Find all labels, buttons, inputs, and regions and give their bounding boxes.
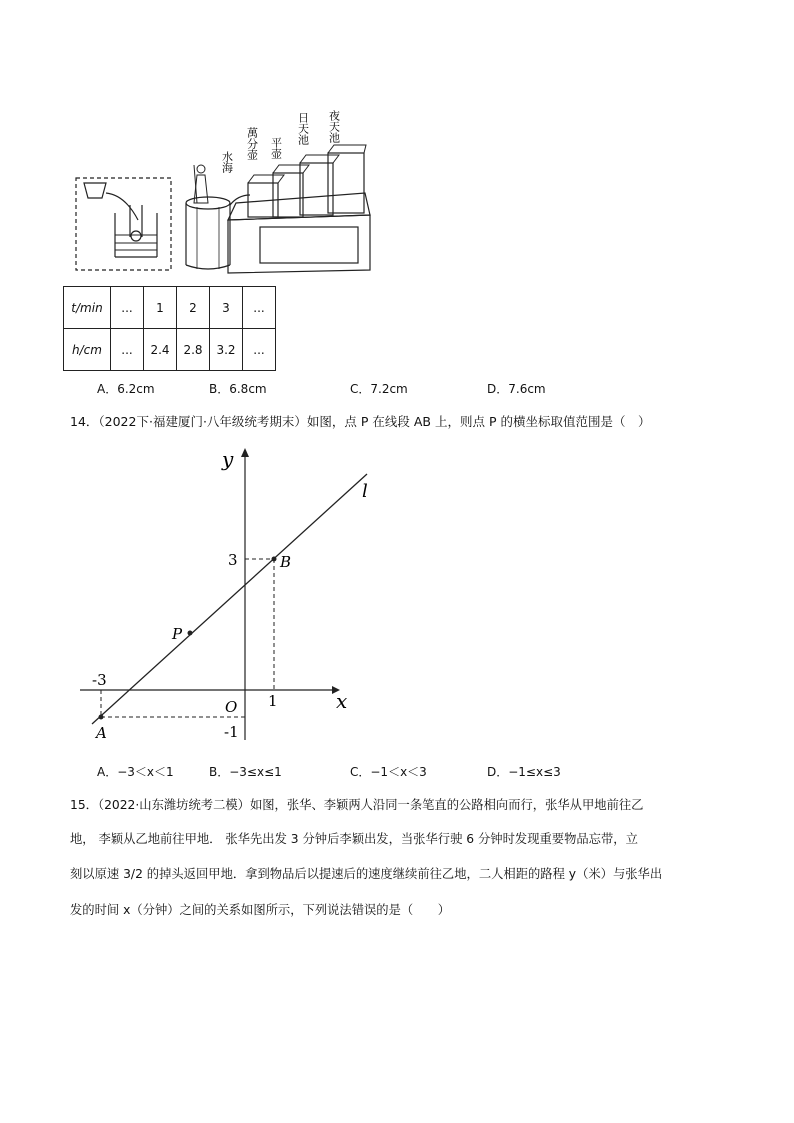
tick-label-neg3: -3: [92, 671, 107, 689]
y-axis-label: y: [222, 447, 234, 471]
table-cell: 2.4: [144, 329, 177, 371]
point-b: [272, 557, 277, 562]
origin-label: O: [225, 698, 238, 716]
coordinate-graph: [70, 440, 400, 750]
q13-option-a[interactable]: A．6.2cm: [97, 382, 155, 396]
label-wan-fen-hu: 萬分壶: [245, 127, 259, 160]
table-cell: 2: [177, 287, 210, 329]
q15-line-4: 发的时间 x（分钟）之间的关系如图所示，下列说法错误的是（ ）: [70, 903, 451, 917]
q15-line-1: 15．（2022·山东潍坊统考二模）如图，张华、李颖两人沿同一条笔直的公路相向而行，张华从甲地前往乙: [70, 798, 644, 812]
label-ye-tian-chi: 夜天池: [327, 110, 341, 143]
table-header-t: t/min: [64, 287, 111, 329]
point-label-a: A: [96, 724, 107, 742]
table-cell: 2.8: [177, 329, 210, 371]
point-p: [188, 631, 193, 636]
q15-line-3: 刻以原速 3/2 的掉头返回甲地．拿到物品后以提速后的速度继续前往乙地，二人相距的路程 y（米）与张华出: [70, 867, 663, 881]
q14-option-a[interactable]: A．−3＜x＜1: [97, 765, 174, 779]
table-cell: 3: [210, 287, 243, 329]
point-a: [99, 715, 104, 720]
table-row: [64, 329, 276, 371]
q15-line-2: 地， 李颖从乙地前往甲地． 张华先出发 3 分钟后李颖出发，当张华行驶 6 分钟时发现重要物品忘带，立: [70, 832, 638, 846]
label-ri-tian-chi: 日天池: [296, 112, 310, 145]
tick-label-neg1: -1: [224, 723, 239, 741]
table-cell: 1: [144, 287, 177, 329]
table-cell: ...: [243, 329, 276, 371]
q13-option-b[interactable]: B．6.8cm: [209, 382, 267, 396]
line-l: [92, 474, 367, 724]
label-shui-hai: 水海: [220, 151, 234, 173]
table-cell: ...: [243, 287, 276, 329]
point-label-b: B: [280, 553, 292, 571]
tick-label-1: 1: [268, 692, 278, 710]
q13-option-c[interactable]: C．7.2cm: [350, 382, 408, 396]
tick-label-3: 3: [228, 551, 238, 569]
x-axis-label: x: [336, 689, 348, 713]
point-label-p: P: [172, 625, 183, 643]
label-ping-hu: 平壶: [269, 137, 283, 159]
table-row: [64, 287, 276, 329]
data-table: [63, 286, 276, 371]
table-cell: 3.2: [210, 329, 243, 371]
q13-option-d[interactable]: D．7.6cm: [487, 382, 546, 396]
table-cell: ...: [111, 287, 144, 329]
q14-option-d[interactable]: D．−1≤x≤3: [487, 765, 561, 779]
q14-question: 14．（2022下·福建厦门·八年级统考期末）如图，点 P 在线段 AB 上，则点 P 的横坐标取值范围是（ ）: [70, 414, 651, 429]
table-header-h: h/cm: [64, 329, 111, 371]
q14-option-b[interactable]: B．−3≤x≤1: [209, 765, 282, 779]
line-label-l: l: [362, 481, 368, 502]
q14-option-c[interactable]: C．−1＜x＜3: [350, 765, 427, 779]
water-clock-illustration: [70, 95, 380, 275]
table-cell: ...: [111, 329, 144, 371]
